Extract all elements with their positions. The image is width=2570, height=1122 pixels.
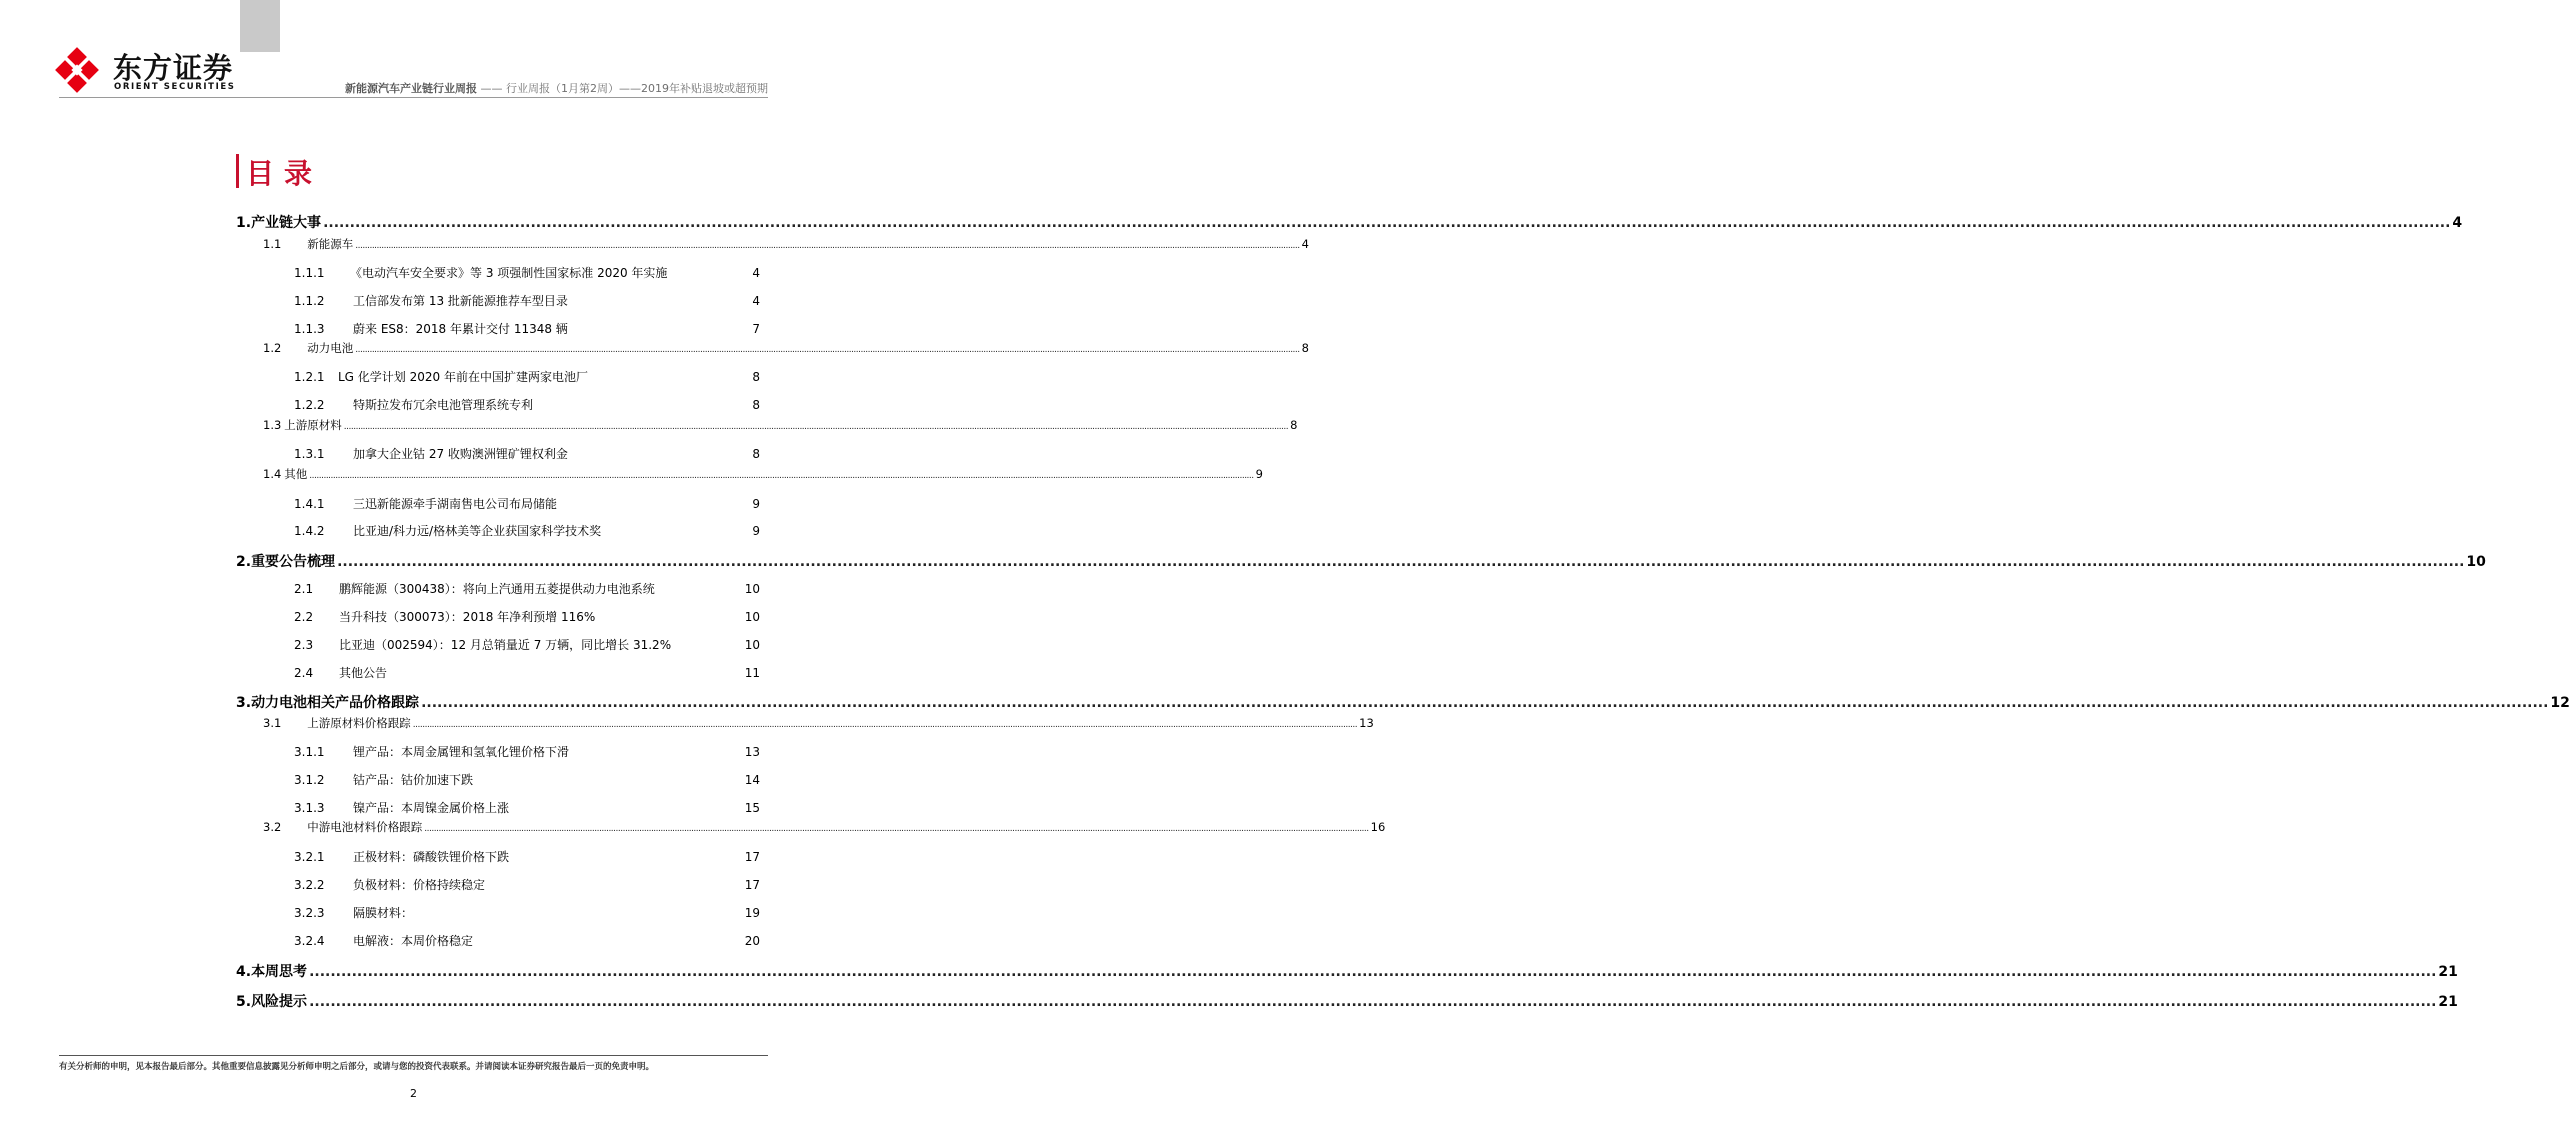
report-subtitle: —— 行业周报（1月第2周）——2019年补贴退坡或超预期 [477,82,768,95]
company-logo [55,44,236,100]
toc-entry[interactable] [236,551,2486,571]
toc-leader-dots: ................................................................................................................................................................................................................................................................................................................................................................................................................ [421,695,2549,711]
toc-entry-title: 上游原材料价格跟踪 [307,716,411,730]
footer-divider [59,1055,768,1056]
toc-entry-number: 3.1.2 [294,773,325,787]
toc-entry-title: 比亚迪（002594）：12 月总销量近 7 万辆，同比增长 31.2% [339,638,672,652]
toc-entry[interactable] [236,396,760,413]
toc-entry-number: 1.1.3 [294,322,325,336]
toc-entry-page: 19 [744,906,760,920]
toc-entry-page: 20 [744,934,760,948]
toc-entry-title: 动力电池相关产品价格跟踪 [251,695,420,711]
toc-entry-number: 3.2 [263,820,282,834]
toc-entry-title: 其他公告 [339,666,388,680]
toc-entry-number: 1.2.1 [294,370,325,384]
toc-entry-title: 镍产品：本周镍金属价格上涨 [353,801,510,815]
toc-entry[interactable] [236,848,760,865]
toc-entry-page: 9 [1255,467,1263,481]
toc-entry[interactable] [236,932,760,949]
toc-entry[interactable] [236,264,760,281]
toc-leader-dots: ................................................................................................................................................................................................................................................................................................................................................................................................................ [355,241,1300,251]
toc-entry[interactable] [236,876,760,893]
toc-entry[interactable] [236,368,760,385]
toc-entry-page: 13 [744,745,760,759]
toc-entry[interactable] [236,580,760,597]
toc-entry-number: 5. [236,994,252,1010]
toc-entry-number: 3.2.3 [294,906,325,920]
toc-entry[interactable] [236,495,760,512]
toc-entry-number: 2.3 [294,638,314,652]
toc-entry[interactable] [236,715,1374,731]
logo-name-cn: 东方证券 [113,51,234,85]
toc-entry[interactable] [236,292,760,309]
toc-entry-title: 负极材料：价格持续稳定 [353,878,486,892]
header-accent-bar [240,0,280,52]
toc-entry-title: 钴产品：钴价加速下跌 [353,773,474,787]
toc-entry-title: 产业链大事 [251,215,322,231]
toc-entry-title: 加拿大企业钴 27 收购澳洲锂矿锂权利金 [353,447,568,461]
toc-entry-page: 7 [752,322,760,336]
toc-entry-page: 10 [2466,554,2486,570]
toc-entry-number: 3.2.2 [294,878,325,892]
toc-entry-page: 8 [1290,418,1298,432]
toc-entry-page: 8 [752,447,760,461]
toc-entry-number: 3.1.3 [294,801,325,815]
toc-entry[interactable] [236,417,1298,433]
toc-entry-page: 21 [2438,994,2458,1010]
toc-entry-number: 3. [236,695,252,711]
orient-securities-logo-icon [55,48,103,96]
toc-entry[interactable] [236,743,760,760]
toc-entry[interactable] [236,320,760,337]
toc-entry-page: 9 [752,524,760,538]
header-divider [59,97,768,98]
toc-entry-number: 1.3.1 [294,447,325,461]
toc-entry-number: 1.2 [263,341,282,355]
toc-entry-page: 8 [752,398,760,412]
toc-leader-dots: ................................................................................................................................................................................................................................................................................................................................................................................................................ [343,422,1289,432]
toc-entry-page: 15 [744,801,760,815]
toc-entry-number: 2.2 [294,610,314,624]
footer-disclaimer: 有关分析师的申明，见本报告最后部分。其他重要信息披露见分析师申明之后部分，或请与您的投资代表联系。并请阅读本证券研究报告最后一页的免责申明。 [59,1062,655,1072]
toc-leader-dots: ................................................................................................................................................................................................................................................................................................................................................................................................................ [412,720,1358,730]
toc-leader-dots: ................................................................................................................................................................................................................................................................................................................................................................................................................ [337,554,2465,570]
toc-entry-title: 蔚来 ES8：2018 年累计交付 11348 辆 [353,322,568,336]
toc-entry-title: 风险提示 [251,994,308,1010]
toc-entry-title: 三迅新能源牵手湖南售电公司布局储能 [353,497,558,511]
toc-entry[interactable] [236,608,760,625]
toc-entry-number: 3.1.1 [294,745,325,759]
toc-entry[interactable] [236,799,760,816]
toc-entry-title: 上游原材料 [284,418,342,432]
toc-entry-page: 14 [744,773,760,787]
toc-entry-number: 1.4.2 [294,524,325,538]
toc-entry-title: 正极材料：磷酸铁锂价格下跌 [353,850,510,864]
toc-entry-number: 1.3 [263,418,282,432]
toc-entry-page: 13 [1359,716,1374,730]
toc-entry-page: 21 [2438,964,2458,980]
toc-entry[interactable] [236,771,760,788]
toc-entry-page: 9 [752,497,760,511]
toc-entry-page: 4 [752,294,760,308]
toc-entry-number: 3.2.4 [294,934,325,948]
toc-entry-title: 电解液：本周价格稳定 [353,934,474,948]
toc-entry[interactable] [236,236,1309,252]
toc-entry-title: 动力电池 [307,341,354,355]
toc-leader-dots: ................................................................................................................................................................................................................................................................................................................................................................................................................ [309,471,1254,481]
toc-title: 目录 [246,157,323,190]
toc-entry[interactable] [236,664,760,681]
toc-leader-dots: ................................................................................................................................................................................................................................................................................................................................................................................................................ [424,824,1369,834]
toc-entry-number: 1.1.1 [294,266,325,280]
toc-leader-dots: ................................................................................................................................................................................................................................................................................................................................................................................................................ [309,964,2437,980]
toc-leader-dots: ................................................................................................................................................................................................................................................................................................................................................................................................................ [323,215,2451,231]
toc-entry-title: 工信部发布第 13 批新能源推荐车型目录 [353,294,568,308]
toc-entry-page: 16 [1370,820,1386,834]
logo-name-en: ORIENT SECURITIES [114,82,236,92]
toc-entry-number: 1.1 [263,237,282,251]
toc-entry-page: 17 [744,850,760,864]
toc-entry-number: 1.1.2 [294,294,325,308]
toc-entry-page: 10 [744,610,760,624]
toc-entry-title: 鹏辉能源（300438）：将向上汽通用五菱提供动力电池系统 [339,582,655,596]
toc-entry-number: 1.4.1 [294,497,325,511]
toc-entry[interactable] [236,636,760,653]
toc-entry[interactable] [236,445,760,462]
toc-entry[interactable] [236,522,760,539]
toc-heading-bar [236,154,239,188]
toc-entry-page: 17 [744,878,760,892]
toc-entry-title: 锂产品：本周金属锂和氢氧化锂价格下滑 [353,745,570,759]
toc-entry-page: 4 [752,266,760,280]
toc-entry-page: 10 [744,582,760,596]
toc-entry-title: 特斯拉发布冗余电池管理系统专利 [353,398,534,412]
toc-entry-number: 2.4 [294,666,314,680]
toc-entry-title: 隔膜材料： [353,906,414,920]
toc-entry-page: 10 [744,638,760,652]
toc-entry-title: 新能源车 [307,237,354,251]
toc-entry-page: 8 [752,370,760,384]
toc-entry-number: 1. [236,215,252,231]
toc-entry[interactable] [236,961,2458,981]
toc-entry-number: 1.4 [263,467,282,481]
toc-entry-title: 《电动汽车安全要求》等 3 项强制性国家标准 2020 年实施 [350,266,668,280]
toc-entry[interactable] [236,819,1386,835]
page-number: 2 [410,1087,417,1100]
toc-entry-page: 11 [744,666,760,680]
toc-entry-page: 12 [2550,695,2570,711]
report-header [345,80,768,96]
toc-entry-title: 重要公告梳理 [251,554,336,570]
toc-entry-title: 比亚迪/科力远/格林美等企业获国家科学技术奖 [353,524,602,538]
toc-entry[interactable] [236,692,2570,712]
toc-entry-title: 当升科技（300073）：2018 年净利预增 116% [339,610,596,624]
toc-leader-dots: ................................................................................................................................................................................................................................................................................................................................................................................................................ [355,345,1300,355]
toc-entry-title: 其他 [284,467,308,481]
toc-entry[interactable] [236,340,1309,356]
toc-entry-number: 2. [236,554,252,570]
toc-entry[interactable] [236,904,760,921]
toc-entry[interactable] [236,466,1263,482]
report-name: 新能源汽车产业链行业周报 [345,82,478,95]
toc-entry[interactable] [236,991,2458,1011]
toc-entry-title: 中游电池材料价格跟踪 [307,820,423,834]
toc-entry-number: 3.2.1 [294,850,325,864]
toc-entry-page: 4 [1301,237,1309,251]
toc-entry-number: 1.2.2 [294,398,325,412]
toc-leader-dots: ................................................................................................................................................................................................................................................................................................................................................................................................................ [309,994,2437,1010]
toc-entry-page: 4 [2452,215,2463,231]
toc-entry-number: 4. [236,964,252,980]
toc-entry-title: LG 化学计划 2020 年前在中国扩建两家电池厂 [338,370,588,384]
toc-entry-page: 8 [1301,341,1309,355]
toc-entry[interactable] [236,212,2463,232]
toc-entry-number: 3.1 [263,716,282,730]
toc-entry-number: 2.1 [294,582,314,596]
toc-entry-title: 本周思考 [251,964,308,980]
